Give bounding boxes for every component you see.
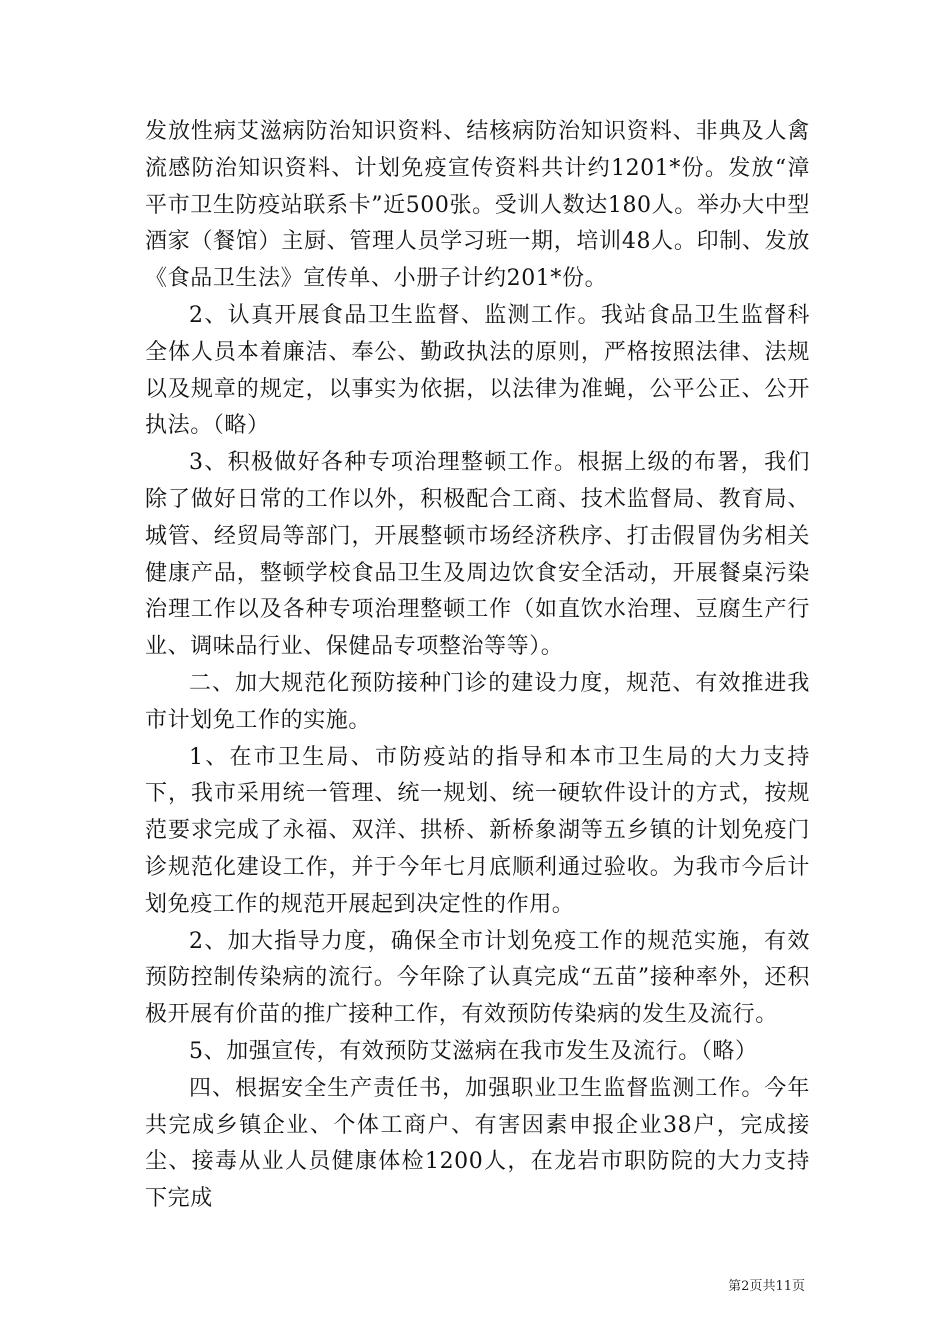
paragraph-continuation: 发放性病艾滋病防治知识资料、结核病防治知识资料、非典及人禽流感防治知识资料、计划免疫宣传资料共计约1201*份。发放“漳平市卫生防疫站联系卡”近500张。受训人数达180人。举办大中型酒家（餐馆）主厨、管理人员学习班一期，培训48人。印制、发放《食品卫生法》宣传单、小册子计约201*份。: [145, 119, 810, 292]
paragraph-section-four: 四、根据安全生产责任书，加强职业卫生监督监测工作。今年共完成乡镇企业、个体工商户、有害因素申报企业38户，完成接尘、接毒从业人员健康体检1200人，在龙岩市职防院的大力支持下完成: [145, 1075, 810, 1212]
page-number: 第2页共11页: [728, 1279, 805, 1294]
paragraph-clinic-construction: 1、在市卫生局、市防疫站的指导和本市卫生局的大力支持下，我市采用统一管理、统一规划、统一硬软件设计的方式，按规范要求完成了永福、双洋、拱桥、新桥象湖等五乡镇的计划免疫门诊规范化建设工作，并于今年七月底顺利通过验收。为我市今后计划免疫工作的规范开展起到决定性的作用。: [145, 744, 810, 917]
document-body: [145, 114, 810, 1218]
paragraph-aids-publicity: 5、加强宣传，有效预防艾滋病在我市发生及流行。（略）: [189, 1038, 758, 1064]
paragraph-guidance: 2、加大指导力度，确保全市计划免疫工作的规范实施，有效预防控制传染病的流行。今年除了认真完成“五苗”接种率外，还积极开展有价苗的推广接种工作，有效预防传染病的发生及流行。: [145, 928, 810, 1028]
paragraph-section-two-heading: 二、加大规范化预防接种门诊的建设力度，规范、有效推进我市计划免工作的实施。: [145, 670, 810, 733]
paragraph-special-rectification: 3、积极做好各种专项治理整顿工作。根据上级的布署，我们除了做好日常的工作以外，积极配合工商、技术监督局、教育局、城管、经贸局等部门，开展整顿市场经济秩序、打击假冒伪劣相关健康产品，整顿学校食品卫生及周边饮食安全活动，开展餐桌污染治理工作以及各种专项治理整顿工作（如直饮水治理、豆腐生产行业、调味品行业、保健品专项整治等等）。: [145, 450, 810, 660]
paragraph-food-hygiene-supervision: 2、认真开展食品卫生监督、监测工作。我站食品卫生监督科全体人员本着廉洁、奉公、勤政执法的原则，严格按照法律、法规以及规章的规定，以事实为依据，以法律为准蝇，公平公正、公开执法。（略）: [145, 302, 810, 439]
